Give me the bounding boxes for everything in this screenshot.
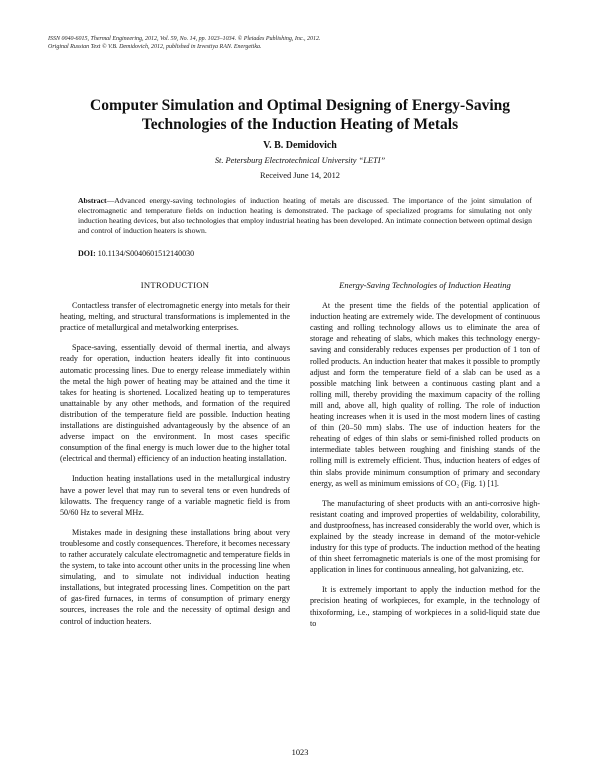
paragraph: At the present time the fields of the potential application of induction heating are extremely wide. The development of continuous casting and rolling technology allows us to eliminate the area of storage and reheating of slabs, which makes this technology energy-saving and considerably reduces expenses per production of 1 ton of rolled products. An induction heater that makes it possible to promptly adjust and form the temperature field of a slab can be used as a possible matching link between a continuous casting plant and a rolling mill, thereby providing the maximum capacity of the rolling mill and, above all, high quality of rolling. The role of induction heating increases when it is used in the most modern lines of casting of thin (20–50 mm) slabs. The use of induction heaters for the reheating of edges of thin slabs or semi-finished rolled products on intermediate tables between roughing and finishing stands of the rolling mill is extremely efficient. Thus, induction heaters of edges of thin slabs provide minimum consumption of primary and secondary energy, as well as minimum emissions of CO₂ (Fig. 1) [1]. <box>310 301 540 488</box>
abstract <box>78 196 532 236</box>
paragraph: Induction heating installations used in the metallurgical industry have a power level that may run to several tens or even hundreds of kilowatts. The frequency range of a variable magnetic field is from 50/60 Hz to several MHz. <box>60 474 290 517</box>
section-heading-introduction: INTRODUCTION <box>140 280 210 290</box>
journal-header <box>48 36 321 51</box>
paragraph: Space-saving, essentially devoid of thermal inertia, and always ready for operation, induction heaters ideally fit into continuous automatic processing lines. Due to energy release immediately within the metal the high power of heating may be attained and the time it takes for heating is shortened. Localized heating up to temperatures unattainable by any other methods, and formation of the required distribution of the temperature field are possible. Induction heating installations are distinguished advantageously by the absence of an adverse impact on the environment. In most cases specific consumption of the final energy is much lower due to the higher total (electrical and thermal) efficiency of an induction heating installation. <box>60 343 290 464</box>
paragraph: Mistakes made in designing these installations bring about very troublesome and costly consequences. Therefore, it becomes necessary to rather accurately calculate electromagnetic and temperature fields in the system, to take into account other units in the processing line when simulating, and to simulate not individual induction heating installations, but integrated processing lines. Competition on the part of gas-fired furnaces, in terms of consumption of primary energy sources, increases the role and the necessity of optimal design and control of induction heaters. <box>60 527 290 626</box>
doi-label: DOI: <box>78 249 96 258</box>
paragraph: Contactless transfer of electromagnetic energy into metals for their heating, melting, and structural transformations is implemented in the practice of metallurgical and metalworking enterprises. <box>60 301 290 333</box>
abstract-text: —Advanced energy-saving technologies of induction heating of metals are discussed. The importance of the joint simulation of electromagnetic and temperature fields on induction heating is demonstrated. The package of specialized programs for simulating not only induction heating devices, but also technologies that employ industrial heating has been developed. An intimate connection between optimal design and control of induction heaters is shown. <box>78 196 532 235</box>
right-column <box>310 280 540 638</box>
paper-title <box>40 96 560 134</box>
abstract-label: Abstract <box>78 196 107 205</box>
page-number: 1023 <box>291 748 309 757</box>
author-name: V. B. Demidovich <box>263 140 337 151</box>
title-line-1: Computer Simulation and Optimal Designing of Energy-Saving <box>90 97 510 114</box>
paragraph: It is extremely important to apply the induction method for the precision heating of workpieces, for example, in the technology of thixoforming, i.e., stamping of workpieces in a solid-liquid state due to <box>310 585 540 628</box>
title-line-2: Technologies of the Induction Heating of Metals <box>141 116 459 133</box>
journal-citation-line: ISSN 0040-6015, Thermal Engineering, 2012, Vol. 59, No. 14, pp. 1023–1034. © Pleiades Publishing, Inc., 2012. <box>48 36 321 42</box>
author-affiliation: St. Petersburg Electrotechnical University “LETI” <box>214 156 386 165</box>
doi-value: 10.1134/S0040601512140030 <box>95 249 195 258</box>
original-text-line: Original Russian Text © V.B. Demidovich, 2012, published in Izvestiya RAN. Energetika. <box>48 43 262 50</box>
section-heading-energy-saving: Energy-Saving Technologies of Induction Heating <box>339 280 511 290</box>
doi <box>78 249 194 258</box>
left-column <box>60 280 290 636</box>
paragraph: The manufacturing of sheet products with an anti-corrosive high-resistant coating and improved properties of weldability, colorability, and dustproofness, has increased considerably the world over, which is explained by the steady increase in demand of the motor-vehicle industry for this type of products. The induction method of the heating of thin sheet ferromagnetic materials is one of the most promising for application in lines for continuous annealing, hot galvanizing, etc. <box>310 498 540 575</box>
received-date: Received June 14, 2012 <box>259 171 340 180</box>
